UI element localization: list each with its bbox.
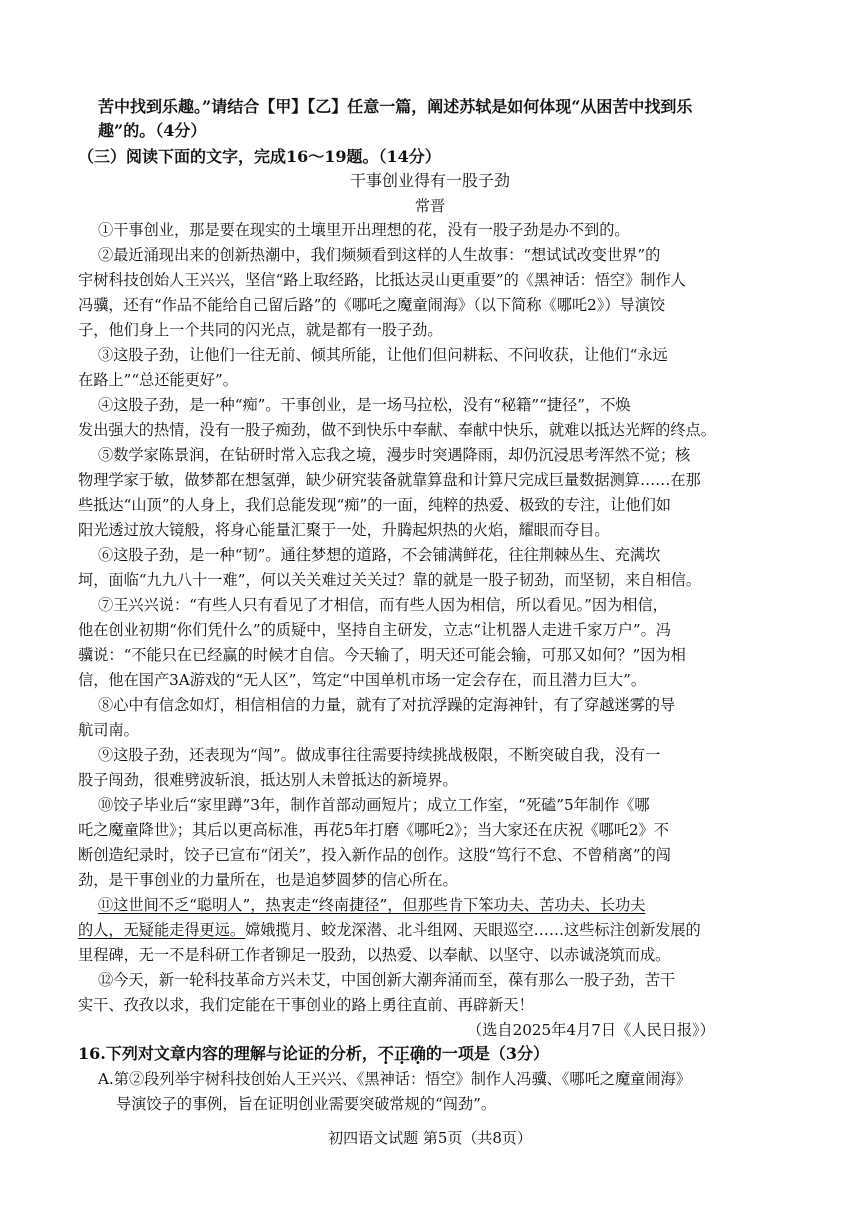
paragraph-line: ⑤数学家陈景润，在钻研时常入忘我之境，漫步时突遇降雨，却仍沉浸思考浑然不觉；核: [98, 446, 691, 464]
underlined-sentence-line-2: 的人，无疑能走得更远。: [78, 921, 246, 939]
paragraph-line: 物理学家于敏，做梦都在想氢弹，缺少研究装备就靠算盘和计算尺完成巨量数据测算……在那: [78, 471, 701, 489]
paragraph-line: [78, 920, 701, 940]
paragraph-line: 在路上”“总还能更好”。: [78, 371, 238, 389]
paragraph-line: 他在创业初期“你们凭什么”的质疑中，坚持自主研发，立志“让机器人走进千家万户”。冯: [78, 621, 671, 639]
paragraph-line: 些抵达“山顶”的人身上，我们总能发现“痴”的一面，纯粹的热爱、极致的专注，让他们如: [78, 496, 671, 514]
paragraph-line: 航司南。: [78, 721, 139, 739]
intro-line-1: 苦中找到乐趣。”请结合【甲】【乙】任意一篇，阐述苏轼是如何体现“从困苦中找到乐: [98, 97, 693, 116]
emphasis-dot-char: 不: [377, 1044, 394, 1063]
paragraph-line: ⑩饺子毕业后“家里蹲”3年，制作首部动画短片；成立工作室，“死磕”5年制作《哪: [98, 796, 650, 814]
page-footer: 初四语文试题 第5页（共8页）: [328, 1129, 532, 1147]
paragraph-line: 发出强大的热情，没有一股子痴劲，做不到快乐中奉献、奉献中快乐，就难以抵达光辉的终点。: [78, 421, 716, 439]
paragraph-line: ⑧心中有信念如灯，相信相信的力量，就有了对抗浮躁的定海神针，有了穿越迷雾的导: [98, 696, 676, 714]
option-a-line-2: 导演饺子的事例，旨在证明创业需要突破常规的“闯劲”。: [116, 1095, 497, 1113]
paragraph-line: 断创造纪录时，饺子已宣布“闭关”，投入新作品的创作。这股“笃行不怠、不曾稍离”的闯: [78, 846, 671, 864]
paragraph-line: 宇树科技创始人王兴兴，坚信“路上取经路，比抵达灵山更重要”的《黑神话：悟空》制作人: [78, 271, 686, 289]
section-heading: （三）阅读下面的文字，完成16～19题。（14分）: [78, 147, 441, 166]
emphasis-dot-char: 正: [393, 1044, 410, 1063]
paragraph-line: 骥说：“不能只在已经赢的时候才自信。今天输了，明天还可能会输，可那又如何？”因为相: [78, 646, 686, 664]
paragraph-line: 股子闯劲，很难劈波斩浪，抵达别人未曾抵达的新境界。: [78, 771, 458, 789]
paragraph-line: ④这股子劲，是一种“痴”。干事创业，是一场马拉松，没有“秘籍”“捷径”，不焕: [98, 396, 631, 414]
paragraph-line: 坷，面临“九九八十一难”，何以关关难过关关过？靠的就是一股子韧劲，而坚韧，来自相信。: [78, 571, 702, 589]
paragraph-line: ①干事创业，那是要在现实的土壤里开出理想的花，没有一股子劲是办不到的。: [98, 221, 630, 239]
paragraph-line: 子，他们身上一个共同的闪光点，就是都有一股子劲。: [78, 321, 443, 339]
paragraph-line: 吒之魔童降世》；其后以更高标准，再花5年打磨《哪吒2》；当大家还在庆祝《哪吒2》不: [78, 821, 669, 839]
paragraph-line: 里程碑，无一不是科研工作者铆足一股劲，以热爱、以奉献、以坚守、以赤诚浇筑而成。: [78, 946, 671, 964]
intro-line-2: 趣”的。（4分）: [98, 121, 207, 140]
underlined-sentence-line-1: ⑪这世间不乏“聪明人”，热衷走“终南捷径”，但那些肯下笨功夫、苦功夫、长功夫: [98, 896, 646, 914]
option-a-line-1: A.第②段列举宇树科技创始人王兴兴、《黑神话：悟空》制作人冯骥、《哪吒之魔童闹海》: [98, 1070, 691, 1088]
article-source: （选自2025年4月7日《人民日报》）: [467, 1021, 715, 1039]
emphasis-dot-char: 确: [409, 1044, 426, 1063]
paragraph-line: ⑥这股子劲，是一种“韧”。通往梦想的道路，不会铺满鲜花，往往荆棘丛生、充满坎: [98, 546, 661, 564]
article-author: 常晋: [414, 197, 446, 215]
paragraph-line: 信，他在国产3A游戏的“无人区”，笃定“中国单机市场一定会存在，而且潜力巨大”。: [78, 671, 647, 689]
paragraph-line: 劲，是干事创业的力量所在，也是追梦圆梦的信心所在。: [78, 871, 458, 889]
paragraph-line: ②最近涌现出来的创新热潮中，我们频频看到这样的人生故事：“想试试改变世界”的: [98, 246, 661, 264]
paragraph-line: ⑫今天，新一轮科技革命方兴未艾，中国创新大潮奔涌而至，葆有那么一股子劲，苦干: [98, 971, 676, 989]
paragraph-continuation: 嫦娥揽月、蛟龙深潜、北斗组网、天眼巡空……这些标注创新发展的: [245, 921, 701, 939]
question-16-stem-text: 的一项是（3分）: [425, 1044, 550, 1063]
question-16-stem-text: 16.下列对文章内容的理解与论证的分析，: [78, 1044, 378, 1063]
paragraph-line: 冯骥，还有“作品不能给自己留后路”的《哪吒之魔童闹海》（以下简称《哪吒2》）导演饺: [78, 296, 666, 314]
question-16-stem: [78, 1044, 549, 1064]
paragraph-line: 实干、孜孜以求，我们定能在干事创业的路上勇往直前、再辟新天！: [78, 996, 534, 1014]
article-title: 干事创业得有一股子劲: [349, 171, 510, 190]
paragraph-line: ⑦王兴兴说：“有些人只有看见了才相信，而有些人因为相信，所以看见。”因为相信，: [98, 596, 668, 614]
paragraph-line: ③这股子劲，让他们一往无前、倾其所能，让他们但问耕耘、不问收获，让他们“永远: [98, 346, 668, 364]
paragraph-line: 阳光透过放大镜般，将身心能量汇聚于一处，升腾起炽热的火焰，耀眼而夺目。: [78, 521, 610, 539]
paragraph-line: ⑨这股子劲，还表现为“闯”。做成事往往需要持续挑战极限，不断突破自我，没有一: [98, 746, 661, 764]
